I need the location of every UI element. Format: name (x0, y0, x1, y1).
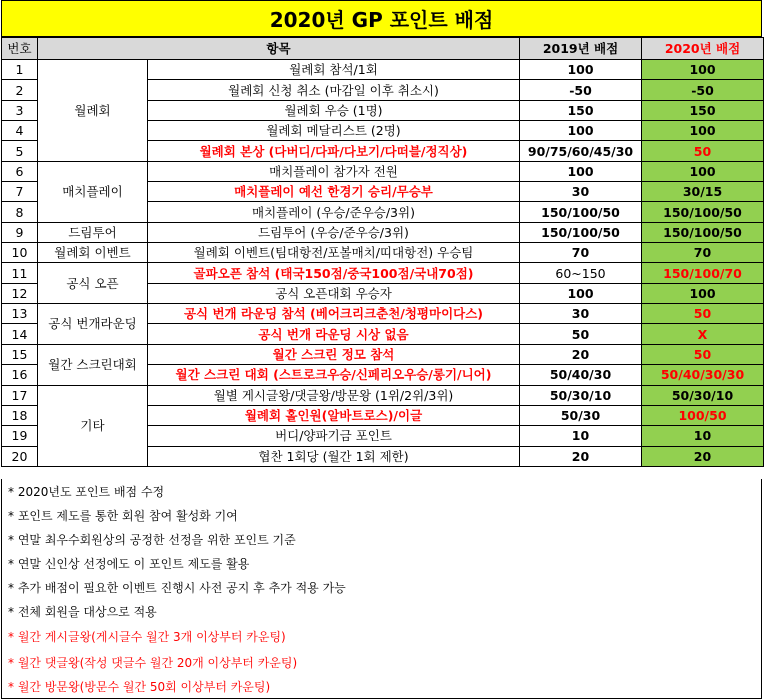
header-num: 번호 (2, 38, 38, 60)
page-title: 2020년 GP 포인트 배점 (1, 0, 762, 37)
row-2019: 20 (520, 446, 642, 466)
row-2020: 100 (642, 161, 764, 181)
row-2020: 50/40/30/30 (642, 365, 764, 385)
row-2019: -50 (520, 80, 642, 100)
note-line: * 전체 회원을 대상으로 적용 (8, 605, 157, 619)
notes-box (1, 479, 762, 699)
row-item: 공식 번개 라운딩 참석 (베어크리크춘천/청평마이다스) (148, 304, 520, 324)
note-line: * 월간 댓글왕(작성 댓글수 월간 20개 이상부터 카운팅) (8, 656, 298, 670)
row-num: 10 (2, 243, 38, 263)
row-num: 12 (2, 283, 38, 303)
category-cell: 월례회 이벤트 (38, 243, 148, 263)
table-row (2, 385, 764, 405)
category-cell: 공식 번개라운딩 (38, 304, 148, 345)
row-2020: 50 (642, 141, 764, 161)
row-num: 16 (2, 365, 38, 385)
header-item: 항목 (38, 38, 520, 60)
row-2019: 100 (520, 60, 642, 80)
row-2020: 10 (642, 426, 764, 446)
row-item: 공식 오픈대회 우승자 (148, 283, 520, 303)
note-line: * 연말 최우수회원상의 공정한 선정을 위한 포인트 기준 (8, 533, 296, 547)
row-2020: 150 (642, 100, 764, 120)
row-num: 17 (2, 385, 38, 405)
row-2020: 100 (642, 121, 764, 141)
row-num: 8 (2, 202, 38, 222)
row-2019: 100 (520, 283, 642, 303)
table-row (2, 263, 764, 283)
row-num: 19 (2, 426, 38, 446)
row-2019: 50/30 (520, 405, 642, 425)
note-line: * 연말 신인상 선정에도 이 포인트 제도를 활용 (8, 557, 250, 571)
row-num: 14 (2, 324, 38, 344)
row-2019: 90/75/60/45/30 (520, 141, 642, 161)
row-2020: 30/15 (642, 182, 764, 202)
row-num: 20 (2, 446, 38, 466)
row-item: 공식 번개 라운딩 시상 없음 (148, 324, 520, 344)
row-2020: 50/30/10 (642, 385, 764, 405)
row-2020: 70 (642, 243, 764, 263)
category-cell: 드림투어 (38, 222, 148, 242)
row-num: 1 (2, 60, 38, 80)
points-table (1, 37, 764, 467)
note-line: * 2020년도 포인트 배점 수정 (8, 485, 165, 499)
row-2019: 30 (520, 182, 642, 202)
row-2019: 50/40/30 (520, 365, 642, 385)
row-item: 월간 스크린 정모 참석 (148, 344, 520, 364)
row-2020: 50 (642, 304, 764, 324)
row-2019: 150/100/50 (520, 202, 642, 222)
row-num: 2 (2, 80, 38, 100)
row-2020: 100/50 (642, 405, 764, 425)
row-num: 5 (2, 141, 38, 161)
row-2020: 150/100/50 (642, 222, 764, 242)
note-line: * 월간 방문왕(방문수 월간 50회 이상부터 카운팅) (8, 680, 271, 694)
category-cell: 기타 (38, 385, 148, 466)
note-line: * 월간 게시글왕(게시글수 월간 3개 이상부터 카운팅) (8, 630, 286, 644)
note-line: * 포인트 제도를 통한 회원 참여 활성화 기여 (8, 509, 238, 523)
header-2020: 2020년 배점 (642, 38, 764, 60)
row-2020: -50 (642, 80, 764, 100)
row-item: 드림투어 (우승/준우승/3위) (148, 222, 520, 242)
row-2020: 150/100/70 (642, 263, 764, 283)
row-num: 11 (2, 263, 38, 283)
row-item: 월례회 우승 (1명) (148, 100, 520, 120)
table-row (2, 243, 764, 263)
row-num: 6 (2, 161, 38, 181)
row-2020: 20 (642, 446, 764, 466)
row-num: 15 (2, 344, 38, 364)
row-2020: 100 (642, 283, 764, 303)
row-item: 매치플레이 예선 한경기 승리/무승부 (148, 182, 520, 202)
note-line: * 추가 배점이 필요한 이벤트 진행시 사전 공지 후 추가 적용 가능 (8, 581, 346, 595)
header-2019: 2019년 배점 (520, 38, 642, 60)
row-2020: 50 (642, 344, 764, 364)
row-num: 3 (2, 100, 38, 120)
row-item: 매치플레이 참가자 전원 (148, 161, 520, 181)
row-item: 월례회 참석/1회 (148, 60, 520, 80)
row-item: 월간 스크린 대회 (스트로크우승/신페리오우승/롱기/니어) (148, 365, 520, 385)
table-header-row (2, 38, 764, 60)
row-2019: 100 (520, 161, 642, 181)
category-cell: 매치플레이 (38, 161, 148, 222)
row-item: 월례회 홀인원(알바트로스)/이글 (148, 405, 520, 425)
row-item: 월례회 본상 (다버디/다파/다보기/다떠블/정직상) (148, 141, 520, 161)
row-2020: 100 (642, 60, 764, 80)
row-2020: 150/100/50 (642, 202, 764, 222)
row-num: 7 (2, 182, 38, 202)
row-2019: 60~150 (520, 263, 642, 283)
row-2019: 70 (520, 243, 642, 263)
table-row (2, 161, 764, 181)
row-2019: 150/100/50 (520, 222, 642, 242)
row-num: 9 (2, 222, 38, 242)
row-2020: X (642, 324, 764, 344)
row-num: 4 (2, 121, 38, 141)
category-cell: 월간 스크린대회 (38, 344, 148, 385)
row-item: 협찬 1회당 (월간 1회 제한) (148, 446, 520, 466)
row-item: 버디/양파기금 포인트 (148, 426, 520, 446)
row-2019: 50/30/10 (520, 385, 642, 405)
row-num: 18 (2, 405, 38, 425)
category-cell: 공식 오픈 (38, 263, 148, 304)
table-row (2, 60, 764, 80)
row-2019: 10 (520, 426, 642, 446)
row-2019: 50 (520, 324, 642, 344)
row-num: 13 (2, 304, 38, 324)
row-2019: 100 (520, 121, 642, 141)
table-row (2, 344, 764, 364)
category-cell: 월례회 (38, 60, 148, 162)
row-item: 매치플레이 (우승/준우승/3위) (148, 202, 520, 222)
row-2019: 30 (520, 304, 642, 324)
row-item: 골파오픈 참석 (태국150점/중국100점/국내70점) (148, 263, 520, 283)
table-row (2, 222, 764, 242)
row-2019: 20 (520, 344, 642, 364)
row-item: 월례회 메달리스트 (2명) (148, 121, 520, 141)
row-item: 월례회 신청 취소 (마감일 이후 취소시) (148, 80, 520, 100)
row-item: 월례회 이벤트(팀대항전/포볼매치/띠대항전) 우승팀 (148, 243, 520, 263)
row-item: 월별 게시글왕/댓글왕/방문왕 (1위/2위/3위) (148, 385, 520, 405)
row-2019: 150 (520, 100, 642, 120)
table-row (2, 304, 764, 324)
